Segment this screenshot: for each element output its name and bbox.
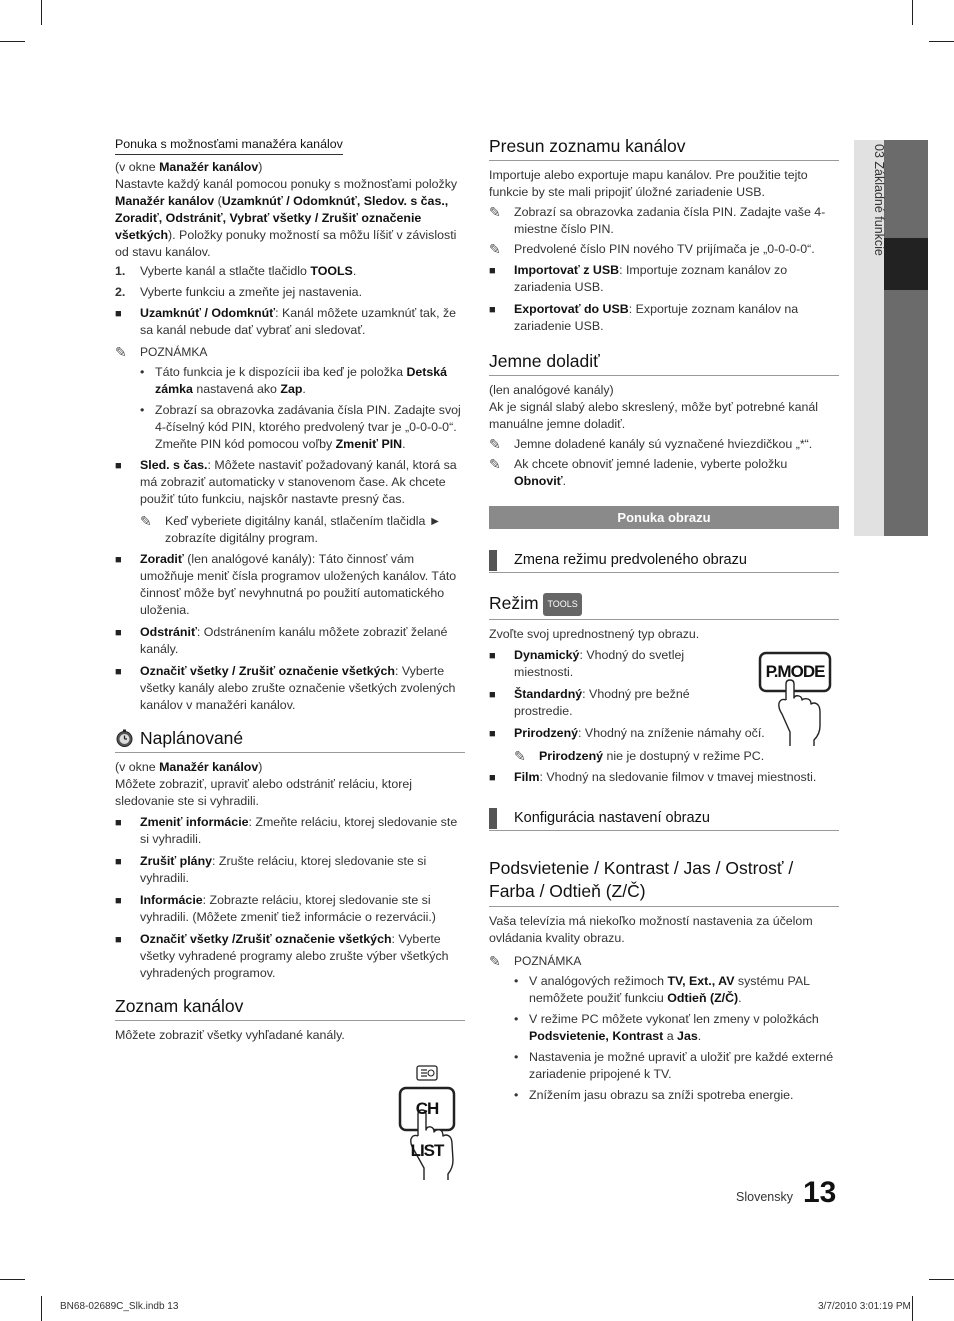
lock-item: ■ Uzamknúť / Odomknúť: Kanál môžete uzamknúť tak, že sa kanál nebude dať vybrať ani sledovať. (115, 306, 457, 337)
channel-list-text: Môžete zobraziť všetky vyhľadané kanály. (115, 1028, 345, 1042)
square-bullet-icon: ■ (489, 650, 496, 662)
pen-note-icon: ✎ (140, 513, 152, 529)
mode-standard: ■ Štandardný: Vhodný pre bežné prostredie. (489, 687, 690, 718)
square-bullet-icon: ■ (115, 666, 122, 678)
pen-note-icon: ✎ (489, 456, 501, 472)
print-file-info: BN68-02689C_Slk.indb 13 (60, 1301, 179, 1312)
pen-note-icon: ✎ (489, 204, 501, 220)
fine-tune-text: Ak je signál slabý alebo skreslený, môže byť potrebné kanál manuálne jemne doladiť. (489, 400, 819, 431)
chapter-label: 03 Základné funkcie (872, 144, 886, 256)
select-all-item: ■ Označiť všetky / Zrušiť označenie všetkých: Vyberte všetky kanály alebo zrušte označenie všetkých zvolených kanálov v manažéri kanálov. (115, 664, 456, 712)
mode-natural: ■ Prirodzený: Vhodný na zníženie námahy očí. (489, 725, 839, 743)
move-note-1: ✎ Zobrazí sa obrazovka zadania čísla PIN. Zadajte vaše 4-miestne číslo PIN. (489, 204, 826, 236)
pen-note-icon: ✎ (489, 953, 501, 969)
note-header: ✎ POZNÁMKA (489, 953, 582, 969)
scheduled-heading: Naplánované (115, 728, 465, 753)
square-bullet-icon: ■ (115, 934, 122, 946)
clock-icon (115, 729, 134, 748)
page-number: 13 (803, 1176, 837, 1209)
language-label: Slovensky (736, 1190, 793, 1204)
section-change-mode: Zmena režimu predvoleného obrazu (489, 549, 839, 573)
mode-dynamic: ■ Dynamický: Vhodný do svetlej miestnosti. (489, 648, 685, 679)
square-bullet-icon: ■ (115, 308, 122, 320)
note-bullet-2: • Zobrazí sa obrazovka zadávania čísla PIN. Zadajte svoj 4-číselný kód PIN, ktorého predvolený tvar je „0-0-0-0“. Zmeňte PIN kód pomocou voľby Zmeniť PIN. (140, 403, 461, 451)
square-bullet-icon: ■ (489, 304, 496, 316)
sched-item-1: ■ Zmeniť informácie: Zmeňte reláciu, ktorej sledovanie ste si vyhradili. (115, 815, 458, 846)
pen-note-icon: ✎ (489, 241, 501, 257)
sched-item-3: ■ Informácie: Zobrazte reláciu, ktorej sledovanie ste si vyhradili. (Môžete zmeniť tiež informácie o rezervácii.) (115, 893, 436, 924)
square-bullet-icon: ■ (115, 627, 122, 639)
scheduled-path-note: (v okne Manažér kanálov) (115, 760, 263, 774)
square-bullet-icon: ■ (489, 265, 496, 277)
square-bullet-icon: ■ (115, 460, 122, 472)
move-list-heading: Presun zoznamu kanálov (489, 136, 839, 161)
backlight-heading: Podsvietenie / Kontrast / Jas / Ostrosť / Farba / Odtieň (Z/Č) (489, 857, 839, 907)
menu-path-note: (v okne Manažér kanálov) (115, 160, 263, 174)
section-picture-settings: Konfigurácia nastavení obrazu (489, 807, 839, 831)
step-1: 1. Vyberte kanál a stlačte tlačidlo TOOLS. (115, 264, 357, 278)
note-bullet-3: • Nastavenia je možné upraviť a uložiť pre každé externé zariadenie pripojené k TV. (514, 1050, 834, 1081)
export-item: ■ Exportovať do USB: Exportuje zoznam kanálov na zariadenie USB. (489, 302, 799, 333)
note-bullet-2: • V režime PC môžete vykonať len zmeny v položkách Podsvietenie, Kontrast a Jas. (514, 1012, 819, 1043)
timed-note: ✎ Keď vyberiete digitálny kanál, stlačením tlačidla ► zobrazíte digitálny program. (140, 513, 442, 545)
pen-note-icon: ✎ (115, 344, 127, 360)
left-column (115, 136, 465, 1044)
square-bullet-icon: ■ (115, 554, 122, 566)
move-list-text: Importuje alebo exportuje mapu kanálov. Pre použitie tejto funkcie by ste mali pripojiť úložné zariadenie USB. (489, 168, 808, 199)
p-mode-button-icon: P.MODE (756, 650, 836, 746)
fine-note-1: ✎ Jemne doladené kanály sú vyznačené hviezdičkou „*“. (489, 436, 813, 452)
options-intro: Nastavte každý kanál pomocou ponuky s možnosťami položky Manažér kanálov (Uzamknúť / Odomknúť, Sledov. s čas., Zoradiť, Odstrániť, Vybrať všetky / Zrušiť označenie všetkých). Položky ponuky možností sa môžu líšiť v závislosti od stavu kanálov. (115, 177, 458, 259)
right-column (489, 136, 839, 1108)
scheduled-intro: Môžete zobraziť, upraviť alebo odstrániť reláciu, ktorej sledovanie ste si vyhradili. (115, 777, 413, 808)
mode-movie: ■ Film: Vhodný na sledovanie filmov v tmavej miestnosti. (489, 769, 839, 787)
print-datetime: 3/7/2010 3:01:19 PM (818, 1301, 911, 1312)
sched-item-4: ■ Označiť všetky /Zrušiť označenie všetkých: Vyberte všetky vyhradené programy alebo zrušte výber všetkých vyhradených programov. (115, 932, 449, 980)
fine-note-2: ✎ Ak chcete obnoviť jemné ladenie, vyberte položku Obnoviť. (489, 456, 788, 488)
sort-item: ■ Zoradiť (len analógové kanály): Táto činnosť vám umožňuje meniť čísla programov uložených kanálov. Táto činnosť môže byť nevyhnutná po použití automatického uloženia. (115, 552, 457, 617)
square-bullet-icon: ■ (489, 689, 496, 701)
ch-list-button-icon: CH LIST (396, 1064, 466, 1180)
channel-list-heading: Zoznam kanálov (115, 996, 465, 1021)
step-2: 2. Vyberte funkciu a zmeňte jej nastavenia. (115, 285, 363, 299)
mode-natural-note: ✎ Prirodzený nie je dostupný v režime PC. (514, 748, 765, 764)
pen-note-icon: ✎ (489, 436, 501, 452)
timed-item: ■ Sled. s čas.: Môžete nastaviť požadovaný kanál, ktorá sa má zobraziť automaticky v stanovenom čase. Ak chcete použiť túto funkciu, najskôr nastavte presný čas. (115, 458, 457, 506)
square-bullet-icon: ■ (489, 728, 496, 740)
import-item: ■ Importovať z USB: Importuje zoznam kanálov zo zariadenia USB. (489, 263, 788, 294)
note-header: ✎ POZNÁMKA (115, 344, 208, 360)
delete-item: ■ Odstrániť: Odstránením kanálu môžete zobraziť želané kanály. (115, 625, 448, 656)
square-bullet-icon: ■ (489, 772, 496, 784)
square-bullet-icon: ■ (115, 895, 122, 907)
fine-tune-heading: Jemne doladiť (489, 351, 839, 376)
note-bullet-1: • V analógových režimoch TV, Ext., AV systému PAL nemôžete použiť funkciu Odtieň (Z/Č). (514, 974, 810, 1005)
note-bullet-4: • Znížením jasu obrazu sa zníži spotreba energie. (514, 1088, 794, 1102)
square-bullet-icon: ■ (115, 856, 122, 868)
mode-heading: Režim TOOLS (489, 593, 839, 620)
pen-note-icon: ✎ (514, 748, 526, 764)
mode-text: Zvoľte svoj uprednostnený typ obrazu. (489, 627, 700, 641)
chapter-tab (854, 140, 928, 536)
sched-item-2: ■ Zrušiť plány: Zrušte reláciu, ktorej sledovanie ste si vyhradili. (115, 854, 427, 885)
fine-tune-sub: (len analógové kanály) (489, 383, 614, 397)
channel-options-heading: Ponuka s možnosťami manažéra kanálov (115, 136, 343, 155)
backlight-text: Vaša televízia má niekoľko možností nastavenia za účelom ovládania kvality obrazu. (489, 914, 813, 945)
note-bullet-1: • Táto funkcia je k dispozícii iba keď je položka Detská zámka nastavená ako Zap. (140, 365, 448, 396)
square-bullet-icon: ■ (115, 817, 122, 829)
move-note-2: ✎ Predvolené číslo PIN nového TV prijímača je „0-0-0-0“. (489, 241, 815, 257)
picture-menu-banner: Ponuka obrazu (489, 506, 839, 529)
tools-badge-icon: TOOLS (543, 593, 581, 616)
